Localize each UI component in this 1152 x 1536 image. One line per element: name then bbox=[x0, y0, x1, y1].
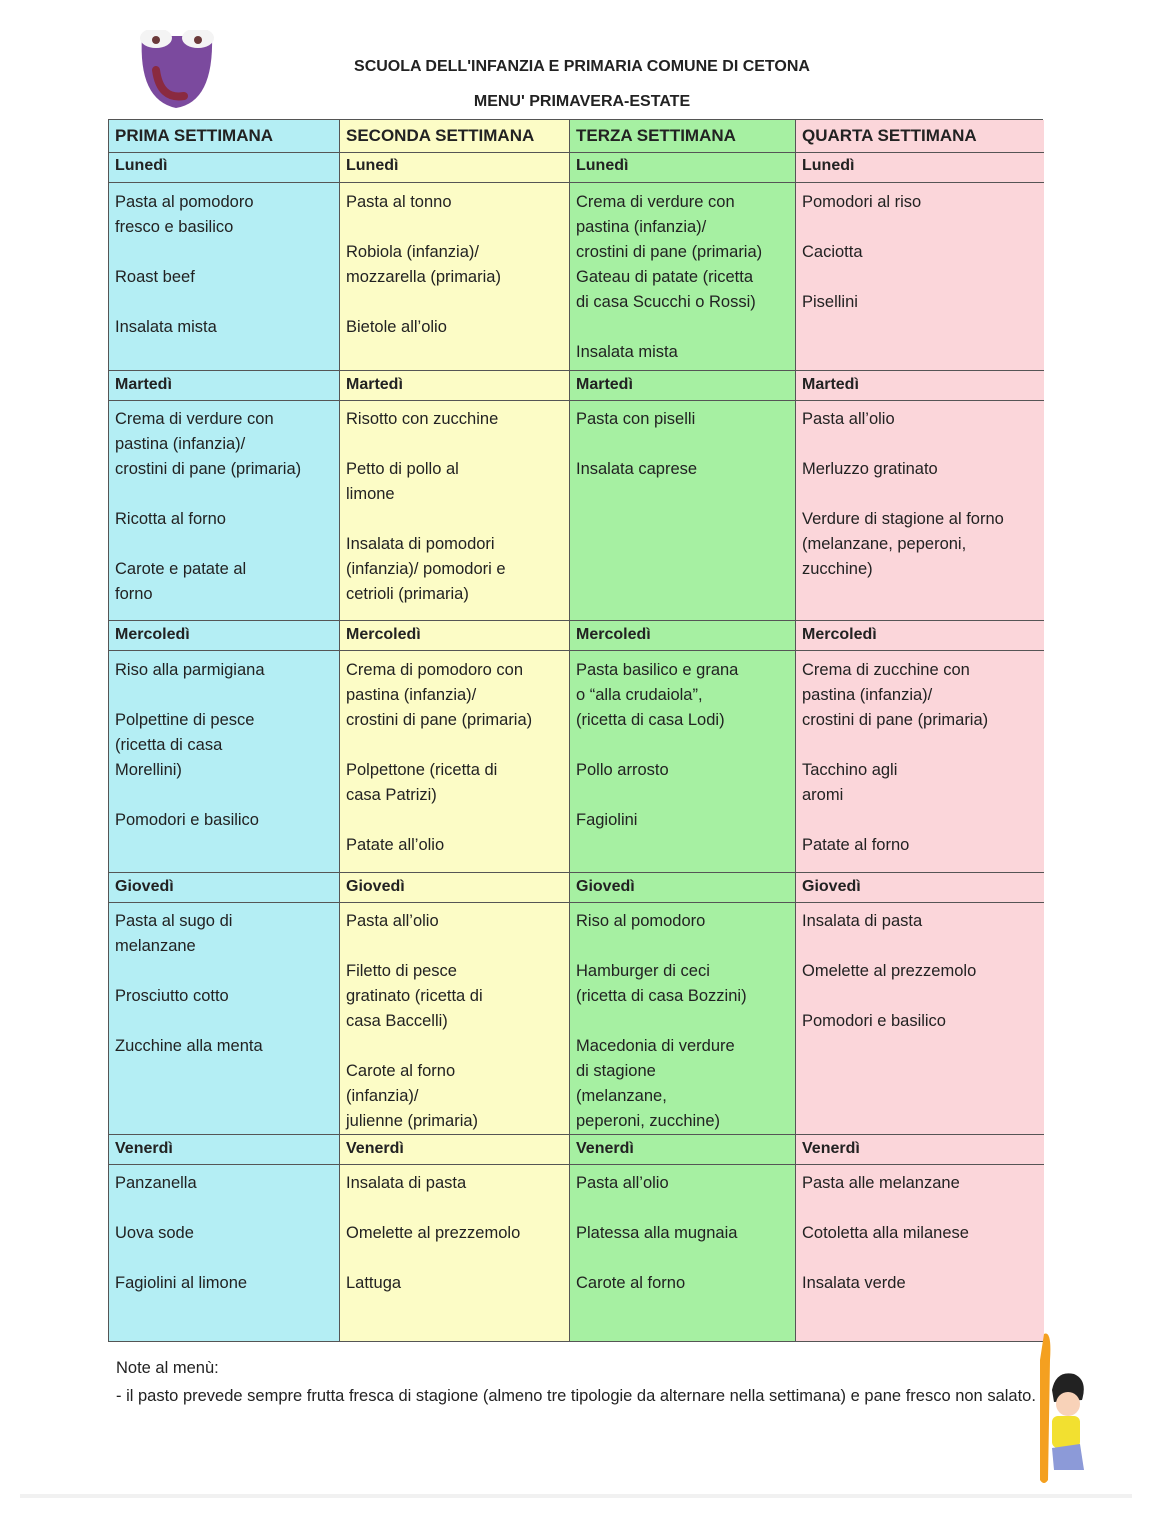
dish-item: Panzanella bbox=[115, 1174, 197, 1192]
dish-item: Filetto di pesce gratinato (ricetta di casa Baccelli) bbox=[346, 962, 483, 1030]
week-column-1 bbox=[109, 120, 340, 1341]
dish-item: Riso alla parmigiana bbox=[115, 661, 265, 679]
dish-item: Prosciutto cotto bbox=[115, 987, 229, 1005]
menu-cell bbox=[109, 1165, 339, 1341]
dish-item: Uova sode bbox=[115, 1224, 194, 1242]
menu-cell bbox=[340, 1165, 569, 1341]
dish-item: Pasta all’olio bbox=[346, 912, 439, 930]
dish-item: Polpettone (ricetta di casa Patrizi) bbox=[346, 761, 498, 804]
dish-item: Patate all’olio bbox=[346, 836, 445, 854]
day-label: Martedì bbox=[109, 370, 339, 401]
day-label: Mercoledì bbox=[796, 620, 1044, 651]
day-label: Giovedì bbox=[340, 872, 569, 903]
menu-cell bbox=[570, 401, 795, 620]
dish-item: Fagiolini al limone bbox=[115, 1274, 248, 1292]
dish-item: Crema di verdure con pastina (infanzia)/ crostini di pane (primaria) bbox=[115, 410, 302, 478]
dish-item: Macedonia di verdure di stagione (melanzane, peperoni, zucchine) bbox=[576, 1037, 735, 1130]
dish-item: Risotto con zucchine bbox=[346, 410, 499, 428]
dish-item: Petto di pollo al limone bbox=[346, 460, 459, 503]
dish-item: Caciotta bbox=[802, 243, 863, 261]
dish-item: Insalata di pomodori (infanzia)/ pomodori e cetrioli (primaria) bbox=[346, 535, 506, 603]
dish-item: Patate al forno bbox=[802, 836, 910, 854]
menu-cell bbox=[340, 184, 569, 370]
dish-item: Insalata mista bbox=[576, 343, 678, 361]
menu-cell bbox=[570, 652, 795, 872]
day-label: Martedì bbox=[340, 370, 569, 401]
notes-text: - il pasto prevede sempre frutta fresca di stagione (almeno tre tipologie da alternare nella settimana) e pane fresco non salato. bbox=[116, 1387, 1036, 1405]
menu-cell bbox=[340, 401, 569, 620]
menu-cell bbox=[570, 1165, 795, 1341]
dish-item: Bietole all’olio bbox=[346, 318, 447, 336]
dish-item: Zucchine alla menta bbox=[115, 1037, 263, 1055]
dish-item: Robiola (infanzia)/ mozzarella (primaria) bbox=[346, 243, 501, 286]
day-label: Lunedì bbox=[340, 152, 569, 183]
dish-item: Platessa alla mugnaia bbox=[576, 1224, 738, 1242]
dish-item: Insalata caprese bbox=[576, 460, 698, 478]
child-with-knife-illustration bbox=[1030, 1330, 1100, 1490]
dish-item: Pomodori al riso bbox=[802, 193, 922, 211]
dish-item: Carote al forno bbox=[576, 1274, 686, 1292]
dish-item: Pisellini bbox=[802, 293, 858, 311]
school-title: SCUOLA DELL'INFANZIA E PRIMARIA COMUNE DI CETONA bbox=[354, 58, 810, 75]
menu-cell bbox=[796, 401, 1044, 620]
dish-item: Pasta al tonno bbox=[346, 193, 452, 211]
dish-item: Pasta basilico e grana o “alla crudaiola”, (ricetta di casa Lodi) bbox=[576, 661, 739, 729]
week-header: TERZA SETTIMANA bbox=[570, 120, 795, 153]
dish-item: Roast beef bbox=[115, 268, 195, 286]
dish-item: Tacchino agli aromi bbox=[802, 761, 898, 804]
dish-item: Ricotta al forno bbox=[115, 510, 226, 528]
dish-item: Insalata mista bbox=[115, 318, 217, 336]
week-column-2 bbox=[340, 120, 570, 1341]
dish-item: Pasta all’olio bbox=[802, 410, 895, 428]
day-label: Venerdì bbox=[796, 1134, 1044, 1165]
dish-item: Crema di verdure con pastina (infanzia)/ crostini di pane (primaria) Gateau di patate (ricetta di casa Scucchi o Rossi) bbox=[576, 193, 763, 311]
day-label: Giovedì bbox=[570, 872, 795, 903]
dish-item: Cotoletta alla milanese bbox=[802, 1224, 969, 1242]
menu-cell bbox=[109, 652, 339, 872]
week-column-4 bbox=[796, 120, 1044, 1341]
dish-item: Pasta alle melanzane bbox=[802, 1174, 960, 1192]
dish-item: Omelette al prezzemolo bbox=[802, 962, 977, 980]
menu-cell bbox=[570, 184, 795, 370]
dish-item: Crema di pomodoro con pastina (infanzia)/ crostini di pane (primaria) bbox=[346, 661, 533, 729]
dish-item: Carote e patate al forno bbox=[115, 560, 247, 603]
dish-item: Polpettine di pesce (ricetta di casa Morellini) bbox=[115, 711, 255, 779]
dish-item: Pasta con piselli bbox=[576, 410, 696, 428]
page-bottom-divider bbox=[20, 1494, 1132, 1498]
menu-subtitle: MENU' PRIMAVERA-ESTATE bbox=[473, 93, 691, 110]
dish-item: Merluzzo gratinato bbox=[802, 460, 938, 478]
day-label: Venerdì bbox=[340, 1134, 569, 1165]
day-label: Venerdì bbox=[570, 1134, 795, 1165]
week-column-3 bbox=[570, 120, 796, 1341]
dish-item: Hamburger di ceci (ricetta di casa Bozzini) bbox=[576, 962, 747, 1005]
dish-item: Pasta al sugo di melanzane bbox=[115, 912, 233, 955]
dish-item: Carote al forno (infanzia)/ julienne (primaria) bbox=[346, 1062, 479, 1130]
menu-cell bbox=[109, 401, 339, 620]
day-label: Lunedì bbox=[109, 152, 339, 183]
menu-cell bbox=[796, 184, 1044, 370]
day-label: Mercoledì bbox=[109, 620, 339, 651]
week-header: SECONDA SETTIMANA bbox=[340, 120, 569, 153]
dish-item: Insalata di pasta bbox=[346, 1174, 467, 1192]
menu-cell bbox=[570, 903, 795, 1134]
day-label: Lunedì bbox=[570, 152, 795, 183]
dish-item: Crema di zucchine con pastina (infanzia)/ crostini di pane (primaria) bbox=[802, 661, 989, 729]
menu-cell bbox=[796, 903, 1044, 1134]
week-header: QUARTA SETTIMANA bbox=[796, 120, 1044, 153]
day-label: Mercoledì bbox=[570, 620, 795, 651]
menu-cell bbox=[109, 903, 339, 1134]
menu-cell bbox=[340, 652, 569, 872]
day-label: Martedì bbox=[796, 370, 1044, 401]
menu-table bbox=[108, 119, 1043, 1342]
day-label: Mercoledì bbox=[340, 620, 569, 651]
dish-item: Lattuga bbox=[346, 1274, 402, 1292]
dish-item: Pasta al pomodoro fresco e basilico bbox=[115, 193, 254, 236]
dish-item: Pomodori e basilico bbox=[802, 1012, 946, 1030]
day-label: Giovedì bbox=[796, 872, 1044, 903]
day-label: Venerdì bbox=[109, 1134, 339, 1165]
dish-item: Omelette al prezzemolo bbox=[346, 1224, 521, 1242]
notes-heading: Note al menù: bbox=[116, 1359, 219, 1377]
menu-cell bbox=[796, 1165, 1044, 1341]
dish-item: Insalata di pasta bbox=[802, 912, 923, 930]
dish-item: Pasta all’olio bbox=[576, 1174, 669, 1192]
menu-cell bbox=[109, 184, 339, 370]
week-header: PRIMA SETTIMANA bbox=[109, 120, 339, 153]
menu-cell bbox=[340, 903, 569, 1134]
day-label: Martedì bbox=[570, 370, 795, 401]
menu-notes bbox=[116, 1354, 1036, 1410]
dish-item: Insalata verde bbox=[802, 1274, 906, 1292]
day-label: Lunedì bbox=[796, 152, 1044, 183]
dish-item: Pollo arrosto bbox=[576, 761, 669, 779]
day-label: Giovedì bbox=[109, 872, 339, 903]
dish-item: Fagiolini bbox=[576, 811, 638, 829]
dish-item: Verdure di stagione al forno (melanzane, peperoni, zucchine) bbox=[802, 510, 1004, 578]
dish-item: Pomodori e basilico bbox=[115, 811, 259, 829]
dish-item: Riso al pomodoro bbox=[576, 912, 706, 930]
menu-cell bbox=[796, 652, 1044, 872]
